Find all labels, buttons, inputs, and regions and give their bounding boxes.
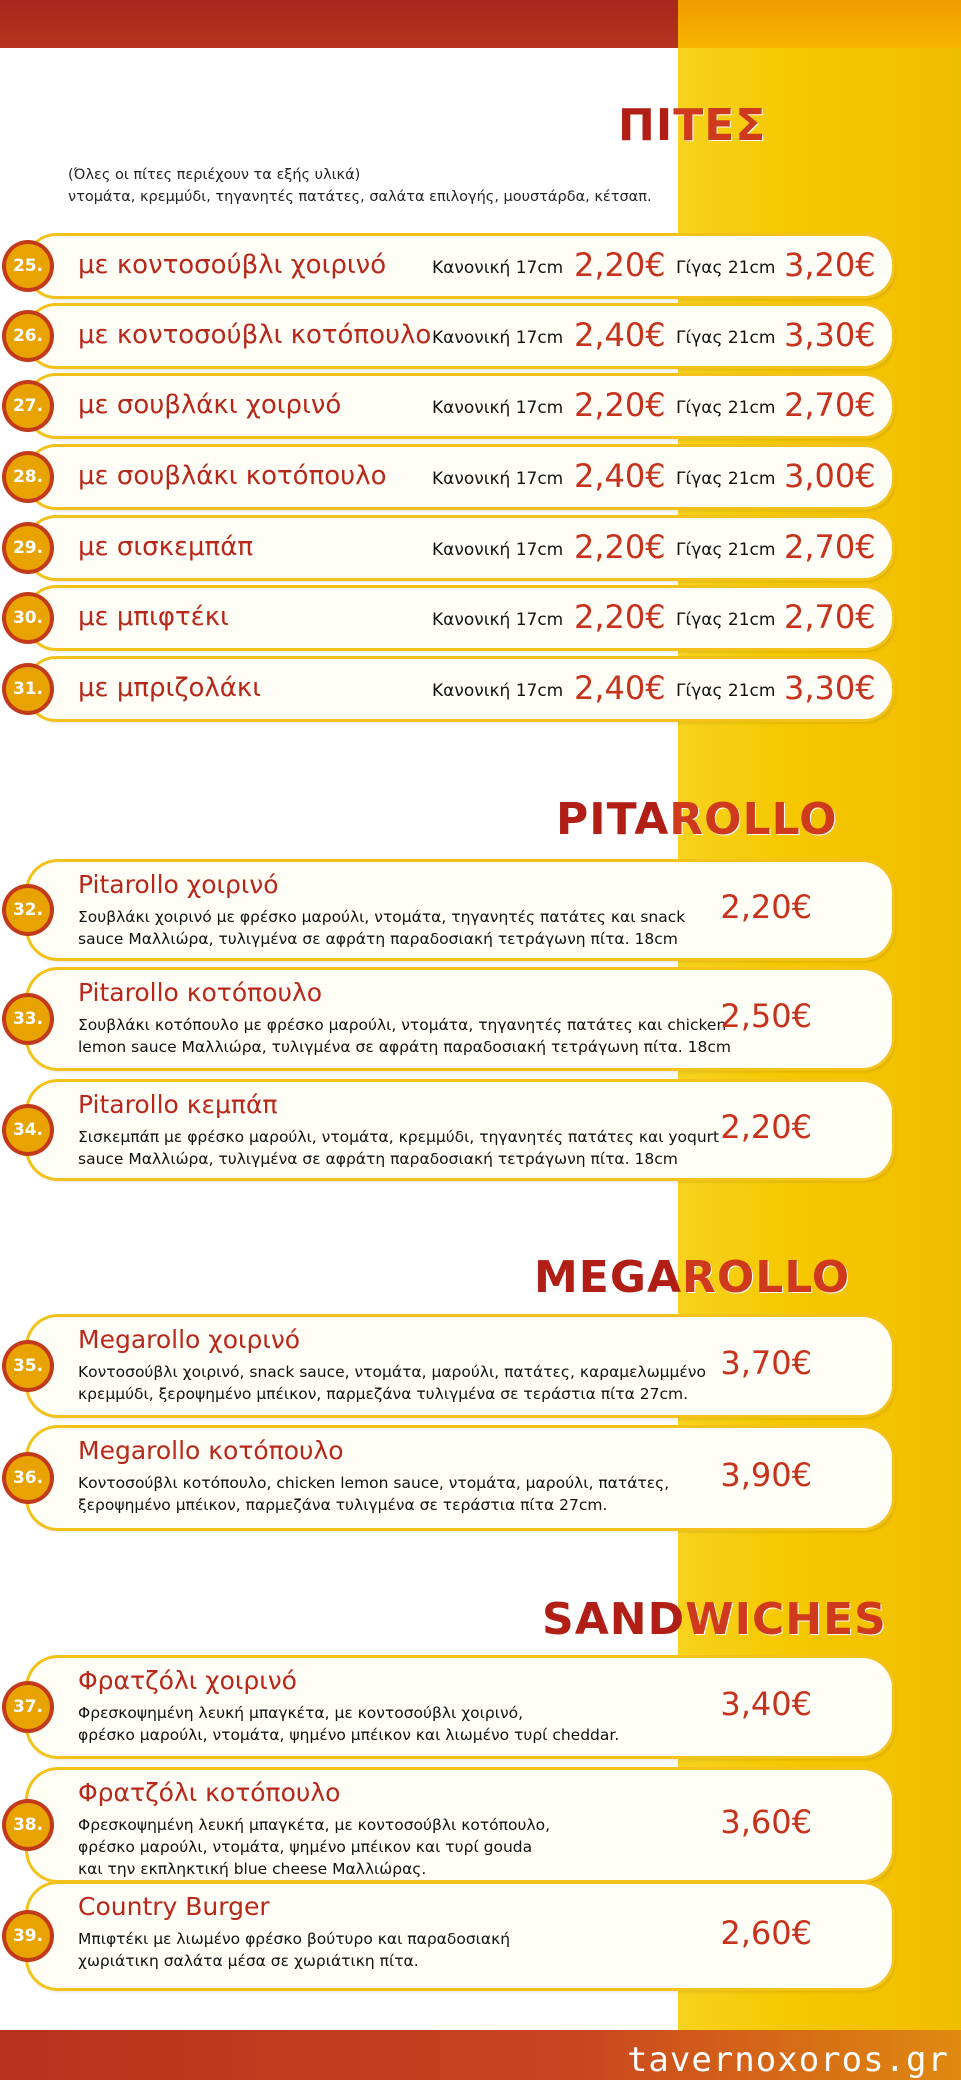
description-line: κρεμμύδι, ξεροψημένο μπέικον, παρμεζάνα τυλιγμένα σε τεράστια πίτα 27cm. — [78, 1385, 689, 1403]
description-line: Σουβλάκι χοιρινό με φρέσκο μαρούλι, ντομάτα, τηγανητές πατάτες και snack — [78, 908, 686, 926]
price-regular: 2,20€ — [574, 598, 666, 636]
description-line: Φρεσκοψημένη λευκή μπαγκέτα, με κοντοσούβλι κοτόπουλο, — [78, 1816, 551, 1834]
title-part-b: ROLLO — [682, 1252, 851, 1303]
description-line: φρέσκο μαρούλι, ντομάτα, ψημένο μπέικον και λιωμένο τυρί cheddar. — [78, 1726, 620, 1744]
description-line: και την εκπληκτική blue cheese Μαλλιώρας. — [78, 1860, 427, 1878]
title-part-a: SAND — [542, 1594, 686, 1645]
item-title: Megarollo κοτόπουλο — [78, 1436, 344, 1465]
title-part-a: PITA — [556, 794, 670, 845]
size-giant: Γίγας 21cm — [676, 681, 776, 701]
description-line: Σισκεμπάπ με φρέσκο μαρούλι, ντομάτα, κρεμμύδι, τηγανητές πατάτες και yoqurt — [78, 1128, 720, 1146]
price-giant: 2,70€ — [784, 528, 876, 566]
item-title: Pitarollo χοιρινό — [78, 870, 279, 899]
description-line: Φρεσκοψημένη λευκή μπαγκέτα, με κοντοσούβλι χοιρινό, — [78, 1704, 524, 1722]
item-price: 3,70€ — [720, 1344, 812, 1382]
watermark: tavernoxoros.gr — [626, 2040, 949, 2080]
size-regular: Κανονική 17cm — [432, 328, 564, 348]
title-part-b: ROLLO — [669, 794, 838, 845]
menu-item-card — [12, 970, 892, 1068]
section-title-pitarollo — [556, 794, 837, 845]
menu-item-card — [12, 1884, 892, 1988]
item-number-badge: 32. — [6, 888, 50, 932]
item-name: με μπριζολάκι — [78, 673, 262, 703]
item-title: Φρατζόλι κοτόπουλο — [78, 1778, 341, 1807]
title-part-a: ΠΙ — [618, 100, 674, 151]
menu-item-card — [12, 1658, 892, 1756]
size-giant: Γίγας 21cm — [676, 328, 776, 348]
item-title: Φρατζόλι χοιρινό — [78, 1666, 297, 1695]
price-giant: 3,30€ — [784, 669, 876, 707]
size-regular: Κανονική 17cm — [432, 469, 564, 489]
menu-item-card — [12, 862, 892, 958]
item-name: με κοντοσούβλι χοιρινό — [78, 250, 387, 280]
title-part-b: ΤΕΣ — [673, 100, 767, 151]
size-giant: Γίγας 21cm — [676, 469, 776, 489]
item-price: 2,60€ — [720, 1914, 812, 1952]
item-number-badge: 28. — [6, 455, 50, 499]
item-number-badge: 31. — [6, 667, 50, 711]
menu-item-card — [12, 1082, 892, 1178]
menu-item-row — [12, 447, 892, 507]
price-regular: 2,40€ — [574, 316, 666, 354]
intro-line: ντομάτα, κρεμμύδι, τηγανητές πατάτες, σαλάτα επιλογής, μουστάρδα, κέτσαπ. — [68, 189, 652, 205]
item-number-badge: 36. — [6, 1456, 50, 1500]
menu-item-row — [12, 659, 892, 719]
item-name: με μπιφτέκι — [78, 602, 229, 632]
title-part-a: MEGA — [534, 1252, 683, 1303]
description-line: sauce Μαλλιώρα, τυλιγμένα σε αφράτη παραδοσιακή τετράγωνη πίτα. 18cm — [78, 930, 678, 948]
item-description — [78, 1928, 778, 1972]
size-giant: Γίγας 21cm — [676, 398, 776, 418]
item-number-badge: 26. — [6, 314, 50, 358]
item-description — [78, 1014, 778, 1058]
item-number-badge: 39. — [6, 1914, 50, 1958]
item-number-badge: 33. — [6, 997, 50, 1041]
size-giant: Γίγας 21cm — [676, 540, 776, 560]
item-description — [78, 1126, 778, 1170]
item-name: με κοντοσούβλι κοτόπουλο — [78, 320, 432, 350]
section-title-pites — [618, 100, 766, 151]
menu-item-row — [12, 588, 892, 648]
menu-item-card — [12, 1317, 892, 1415]
item-price: 2,50€ — [720, 997, 812, 1035]
item-description — [78, 1814, 778, 1880]
size-regular: Κανονική 17cm — [432, 258, 564, 278]
menu-item-card — [12, 1428, 892, 1528]
description-line: lemon sauce Μαλλιώρα, τυλιγμένα σε αφράτη παραδοσιακή τετράγωνη πίτα. 18cm — [78, 1038, 731, 1056]
price-regular: 2,20€ — [574, 386, 666, 424]
item-number-badge: 38. — [6, 1803, 50, 1847]
price-giant: 3,00€ — [784, 457, 876, 495]
title-part-b: WICHES — [685, 1594, 887, 1645]
description-line: Σουβλάκι κοτόπουλο με φρέσκο μαρούλι, ντομάτα, τηγανητές πατάτες και chicken — [78, 1016, 727, 1034]
size-regular: Κανονική 17cm — [432, 398, 564, 418]
item-price: 2,20€ — [720, 1108, 812, 1146]
size-regular: Κανονική 17cm — [432, 610, 564, 630]
item-number-badge: 35. — [6, 1344, 50, 1388]
price-regular: 2,40€ — [574, 457, 666, 495]
item-number-badge: 37. — [6, 1685, 50, 1729]
price-regular: 2,40€ — [574, 669, 666, 707]
price-regular: 2,20€ — [574, 528, 666, 566]
item-name: με σουβλάκι χοιρινό — [78, 390, 342, 420]
item-price: 3,40€ — [720, 1685, 812, 1723]
intro-line: (Όλες οι πίτες περιέχουν τα εξής υλικά) — [68, 167, 361, 183]
price-regular: 2,20€ — [574, 246, 666, 284]
item-title: Country Burger — [78, 1892, 270, 1921]
description-line: sauce Μαλλιώρα, τυλιγμένα σε αφράτη παραδοσιακή τετράγωνη πίτα. 18cm — [78, 1150, 678, 1168]
item-number-badge: 25. — [6, 244, 50, 288]
pites-intro — [68, 164, 652, 208]
item-description — [78, 1702, 778, 1746]
item-description — [78, 1361, 778, 1405]
item-name: με σισκεμπάπ — [78, 532, 253, 562]
menu-item-row — [12, 518, 892, 578]
description-line: Κοντοσούβλι κοτόπουλο, chicken lemon sauce, ντομάτα, μαρούλι, πατάτες, — [78, 1474, 670, 1492]
size-giant: Γίγας 21cm — [676, 610, 776, 630]
item-title: Pitarollo κοτόπουλο — [78, 978, 323, 1007]
item-description — [78, 1472, 778, 1516]
description-line: φρέσκο μαρούλι, ντομάτα, ψημένο μπέικον και τυρί gouda — [78, 1838, 533, 1856]
item-number-badge: 27. — [6, 384, 50, 428]
item-price: 2,20€ — [720, 888, 812, 926]
description-line: ξεροψημένο μπέικον, παρμεζάνα τυλιγμένα σε τεράστια πίτα 27cm. — [78, 1496, 608, 1514]
item-description — [78, 906, 778, 950]
price-giant: 3,20€ — [784, 246, 876, 284]
description-line: χωριάτικη σαλάτα μέσα σε χωριάτικη πίτα. — [78, 1952, 419, 1970]
menu-item-card — [12, 1770, 892, 1880]
price-giant: 2,70€ — [784, 598, 876, 636]
item-number-badge: 29. — [6, 526, 50, 570]
price-giant: 3,30€ — [784, 316, 876, 354]
top-color-bar — [0, 0, 961, 48]
item-number-badge: 30. — [6, 596, 50, 640]
item-name: με σουβλάκι κοτόπουλο — [78, 461, 387, 491]
section-title-sandwiches — [542, 1594, 887, 1645]
size-regular: Κανονική 17cm — [432, 681, 564, 701]
menu-item-row — [12, 236, 892, 296]
description-line: Κοντοσούβλι χοιρινό, snack sauce, ντομάτα, μαρούλι, πατάτες, καραμελωμμένο — [78, 1363, 706, 1381]
item-price: 3,90€ — [720, 1456, 812, 1494]
size-regular: Κανονική 17cm — [432, 540, 564, 560]
description-line: Μπιφτέκι με λιωμένο φρέσκο βούτυρο και παραδοσιακή — [78, 1930, 511, 1948]
price-giant: 2,70€ — [784, 386, 876, 424]
section-title-megarollo — [534, 1252, 850, 1303]
item-title: Pitarollo κεμπάπ — [78, 1090, 278, 1119]
item-price: 3,60€ — [720, 1803, 812, 1841]
size-giant: Γίγας 21cm — [676, 258, 776, 278]
item-title: Megarollo χοιρινό — [78, 1325, 301, 1354]
item-number-badge: 34. — [6, 1108, 50, 1152]
menu-item-row — [12, 376, 892, 436]
menu-item-row — [12, 306, 892, 366]
